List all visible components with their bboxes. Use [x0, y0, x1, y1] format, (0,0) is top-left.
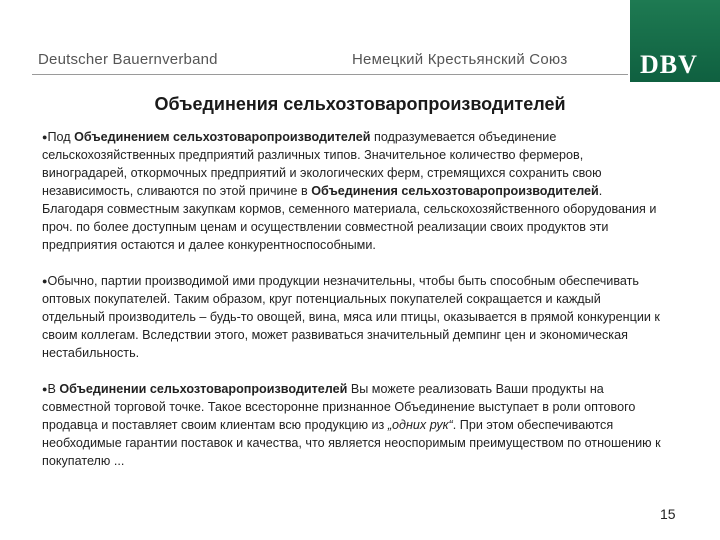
- slide-content: [42, 128, 664, 488]
- header-divider: [32, 74, 628, 75]
- bullet-icon: ●: [42, 132, 48, 142]
- slide-header: [0, 0, 720, 82]
- slide-title: Объединения сельхозтоваропроизводителей: [154, 94, 566, 114]
- paragraph-3-text-1: В: [47, 382, 60, 396]
- header-left-title: Deutscher Bauernverband: [38, 51, 218, 68]
- paragraph-1-text-1: Под: [47, 130, 75, 144]
- paragraph-3-bold-1: Объединении сельхозтоваропроизводителей: [59, 382, 348, 396]
- paragraph-1: [42, 128, 664, 254]
- paragraph-3: [42, 380, 664, 470]
- header-right-title: Немецкий Крестьянский Союз: [352, 51, 568, 68]
- logo-text: DBV: [640, 50, 698, 79]
- paragraph-1-text-2: подразумевается объединение сельскохозяйственных предприятий различных типов. Значительное количество фермеров, виноградарей, откормочных предприятий и экологических ферм, стремящихся сохранить свою независимость, сливаются по этой причине в: [42, 130, 602, 198]
- bullet-icon: ●: [42, 276, 48, 286]
- paragraph-1-text-3: . Благодаря совместным закупкам кормов, семенного материала, сельскохозяйственного оборудования и проч. по более доступным ценам и осуществлении совместной реализации своих продуктов эти предприятия остаются и далее конкурентноспособными.: [42, 184, 657, 252]
- paragraph-3-italic-1: „одних рук“: [387, 418, 453, 432]
- paragraph-3-text-3: . При этом обеспечиваются необходимые гарантии поставок и качества, что является неоспоримым преимуществом по отношению к покупателю ...: [42, 418, 661, 468]
- paragraph-2-text-1: Обычно, партии производимой ими продукции незначительны, чтобы быть способным обеспечивать оптовых покупателей. Таким образом, круг потенциальных покупателей сокращается и каждый отдельный производитель – будь-то овощей, вина, мяса или птицы, оказывается в прямой конкуренции к своим коллегам. Вследствии этого, может развиваться значительный демпинг цен и экономическая нестабильность.: [42, 274, 660, 360]
- paragraph-2: [42, 272, 664, 362]
- paragraph-3-text-2: Вы можете реализовать Ваши продукты на совместной торговой точке. Такое всесторонне признанное Объединение выступает в роли оптового продавца и поставляет своим клиентам всю продукцию из: [42, 382, 636, 432]
- page-number: 15: [660, 506, 676, 522]
- paragraph-1-bold-1: Объединением сельхозтоваропроизводителей: [74, 130, 371, 144]
- dbv-logo: [630, 0, 720, 82]
- bullet-icon: ●: [42, 384, 48, 394]
- paragraph-1-bold-2: Объединения сельхозтоваропроизводителей: [311, 184, 599, 198]
